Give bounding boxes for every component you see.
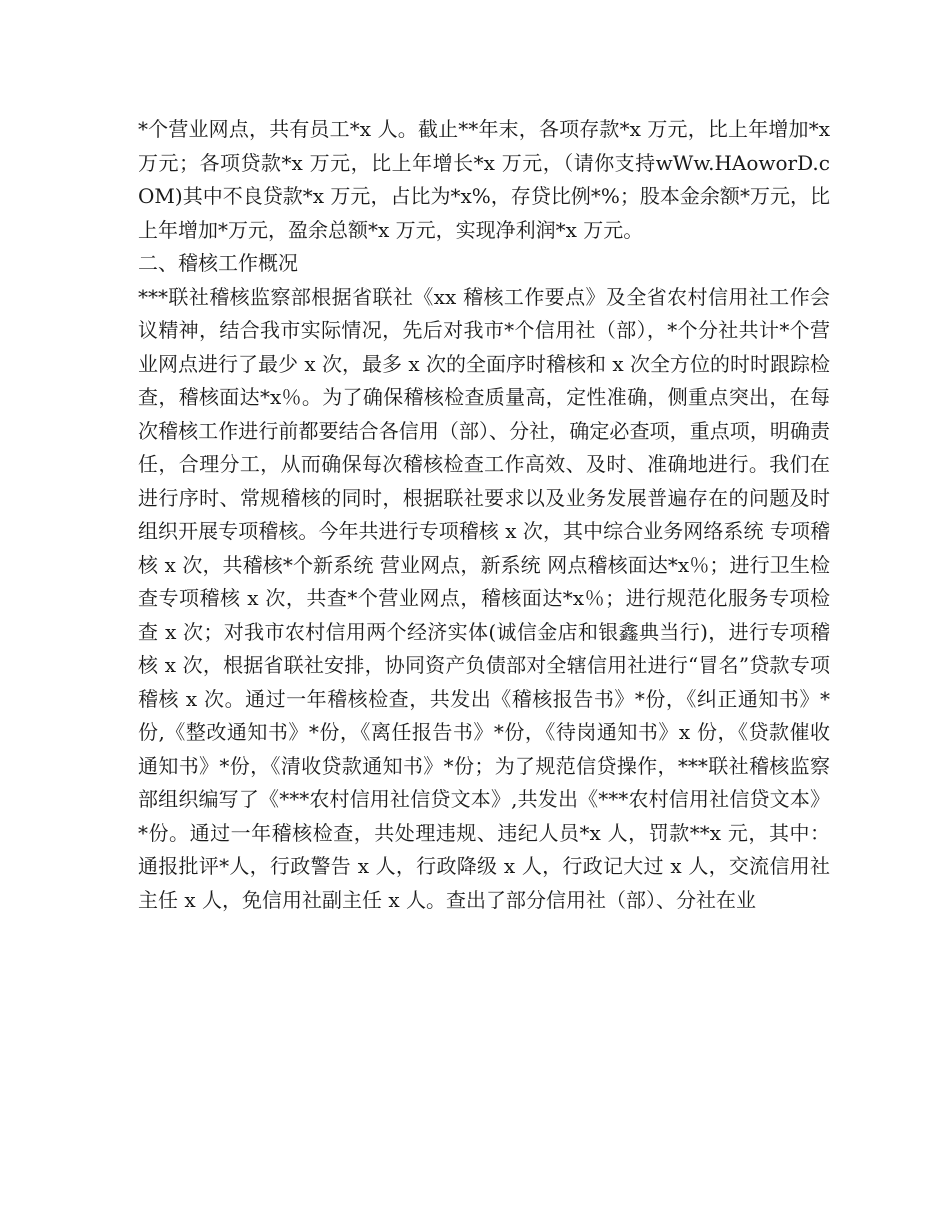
section-heading-audit-overview: 二、稽核工作概况 — [138, 251, 298, 275]
document-body — [138, 113, 830, 917]
paragraph-audit-overview: ***联社稽核监察部根据省联社《xx 稽核工作要点》及全省农村信用社工作会议精神，结合我市实际情况，先后对我市*个信用社（部），*个分社共计*个营业网点进行了最少 x 次，最多 x 次的全面序时稽核和 x 次全方位的时时跟踪检查，稽核面达*x％。为了确保稽核检查质量高，定性准确，侧重点突出，在每次稽核工作进行前都要结合各信用（部）、分社，确定必查项，重点项，明确责任，合理分工，从而确保每次稽核检查工作高效、及时、准确地进行。我们在进行序时、常规稽核的同时，根据联社要求以及业务发展普遍存在的问题及时组织开展专项稽核。今年共进行专项稽核 x 次，其中综合业务网络系统 专项稽核 x 次，共稽核*个新系统 营业网点，新系统 网点稽核面达*x％；进行卫生检查专项稽核 x 次，共查*个营业网点，稽核面达*x％；进行规范化服务专项检查 x 次；对我市农村信用两个经济实体(诚信金店和银鑫典当行)，进行专项稽核 x 次，根据省联社安排，协同资产负债部对全辖信用社进行“冒名”贷款专项稽核 x 次。通过一年稽核检查，共发出《稽核报告书》*份，《纠正通知书》*份,《整改通知书》*份，《离任报告书》*份，《待岗通知书》x 份，《贷款催收通知书》*份，《清收贷款通知书》*份；为了规范信贷操作，***联社稽核监察部组织编写了《***农村信用社信贷文本》,共发出《***农村信用社信贷文本》*份。通过一年稽核检查，共处理违规、违纪人员*x 人，罚款**x 元，其中：通报批评*人，行政警告 x 人，行政降级 x 人，行政记大过 x 人，交流信用社主任 x 人，免信用社副主任 x 人。查出了部分信用社（部）、分社在业 — [138, 284, 830, 912]
paragraph-finance-summary: *个营业网点，共有员工*x 人。截止**年末，各项存款*x 万元，比上年增加*x 万元；各项贷款*x 万元，比上年增长*x 万元，（请你支持wWw.HAoworD.cOM)其中不良贷款*x 万元，占比为*x%，存贷比例*%；股本金余额*万元，比上年增加*万元，盈余总额*x 万元，实现净利润*x 万元。 — [138, 117, 830, 242]
